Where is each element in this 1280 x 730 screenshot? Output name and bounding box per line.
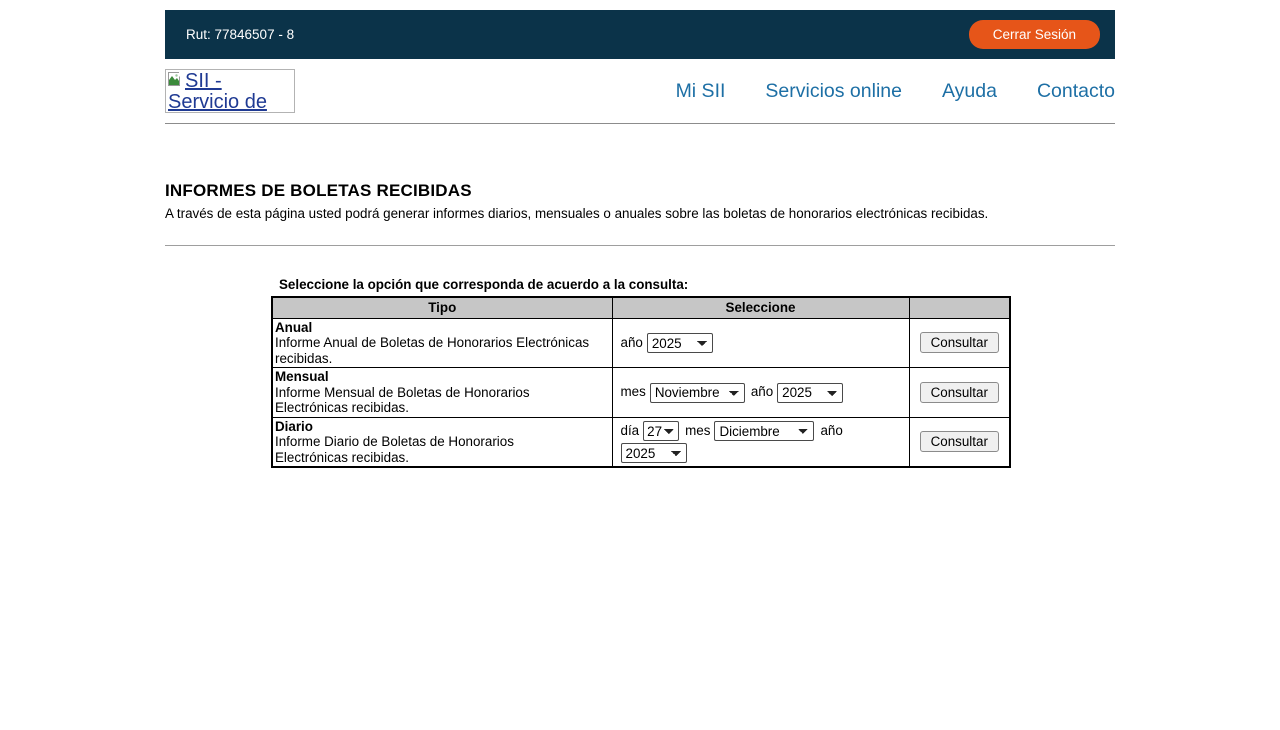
mensual-year-label: año [750,384,774,400]
main-nav [676,80,1115,103]
consulta-table [271,296,1011,468]
diario-seleccione-cell [612,417,909,467]
diario-button-cell [909,417,1010,467]
table-row-anual [272,318,1010,368]
anual-button-cell [909,318,1010,368]
header-accion [909,297,1010,318]
logout-button[interactable]: Cerrar Sesión [969,20,1100,49]
page-title: INFORMES DE BOLETAS RECIBIDAS [165,181,472,200]
site-header [165,59,1115,124]
page-container [165,10,1115,468]
nav-ayuda[interactable]: Ayuda [941,79,997,102]
mensual-tipo-cell [272,368,612,418]
nav-mi-sii[interactable]: Mi SII [675,79,726,102]
rut-label: Rut: 77846507 - 8 [186,27,295,42]
diario-year-label: año [820,422,843,438]
page-description: A través de esta página usted podrá generar informes diarios, mensuales o anuales sobre las boletas de honorarios electrónicas recibidas. [165,206,989,221]
table-row-diario [272,417,1010,467]
nav-contacto[interactable]: Contacto [1036,79,1115,102]
diario-day-label: día [620,422,640,438]
anual-year-label: año [620,334,643,350]
table-header-row [272,297,1010,318]
logo-alt-text: SII - Servicio de [168,70,267,113]
diario-month-select[interactable] [714,421,814,441]
nav-servicios-online[interactable]: Servicios online [765,79,902,102]
header-tipo: Tipo [272,297,612,318]
table-row-mensual [272,368,1010,418]
broken-image-icon [168,71,183,92]
anual-tipo-desc: Informe Anual de Boletas de Honorarios Electrónicas recibidas. [275,335,590,366]
mensual-tipo-name: Mensual [275,369,329,384]
section-divider [165,245,1115,246]
table-caption: Seleccione la opción que corresponda de acuerdo a la consulta: [279,277,689,292]
header-seleccione: Seleccione [612,297,909,318]
diario-tipo-desc: Informe Diario de Boletas de Honorarios Electrónicas recibidas. [275,434,514,465]
mensual-button-cell [909,368,1010,418]
diario-year-select[interactable] [621,443,687,463]
mensual-consultar-button[interactable]: Consultar [920,382,999,403]
diario-tipo-cell [272,417,612,467]
anual-consultar-button[interactable]: Consultar [920,332,999,353]
diario-consultar-button[interactable]: Consultar [920,431,999,452]
diario-tipo-name: Diario [275,418,313,434]
consulta-section [271,277,1009,468]
mensual-month-select[interactable] [650,383,745,403]
session-topbar [165,10,1115,59]
anual-year-select[interactable] [647,333,713,353]
sii-logo-broken-image[interactable] [165,69,295,113]
anual-tipo-name: Anual [275,319,313,335]
mensual-year-select[interactable] [777,383,843,403]
mensual-month-label: mes [620,384,646,400]
anual-seleccione-cell [612,318,909,368]
anual-tipo-cell [272,318,612,368]
diario-day-select[interactable] [643,421,679,441]
mensual-tipo-desc: Informe Mensual de Boletas de Honorarios Electrónicas recibidas. [275,384,530,415]
mensual-seleccione-cell [612,368,909,418]
diario-month-label: mes [685,422,711,438]
